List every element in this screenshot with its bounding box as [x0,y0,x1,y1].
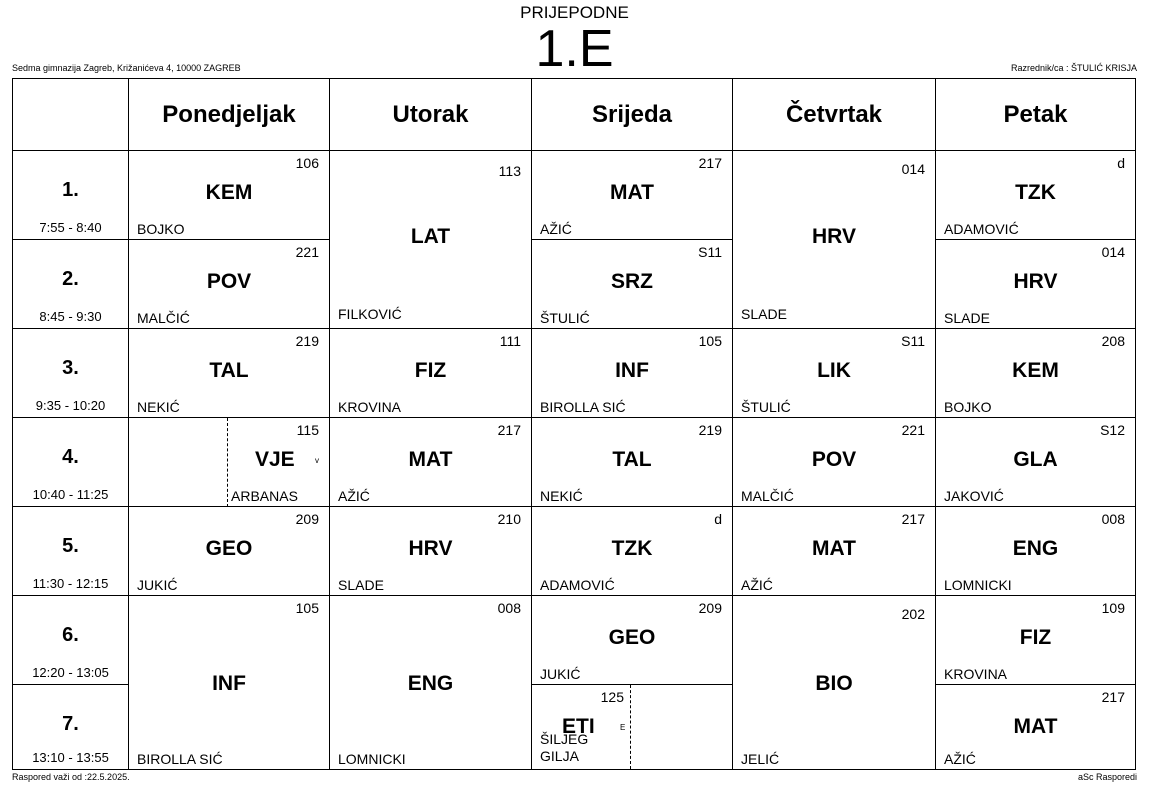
room-label: 219 [295,333,319,349]
lesson-cell [128,151,329,240]
period-time: 10:40 - 11:25 [32,487,109,502]
room-label: 210 [497,511,521,527]
teacher-label: AŽIĆ [540,221,572,237]
subject-label: INF [212,672,246,695]
subject-label: KEM [1012,359,1059,382]
subject-label: GEO [608,626,656,649]
valid-from-note: Raspored važi od :22.5.2025. [12,772,130,782]
lesson-cell-split [531,685,732,769]
day-header-wednesday: Srijeda [531,79,732,151]
lesson-cell [935,151,1135,240]
lesson-cell [732,507,935,596]
teacher-label: BIROLLA SIĆ [540,399,626,415]
lesson-cell [732,418,935,507]
lesson-cell [531,240,732,329]
period-4 [13,418,128,507]
subject-label: GEO [205,537,253,560]
room-label: 202 [901,606,925,622]
period-number: 4. [62,446,79,468]
room-label: S11 [698,244,722,260]
room-label: 209 [698,600,722,616]
lesson-cell [329,329,531,418]
room-label: S12 [1100,422,1125,438]
subject-label: INF [615,359,649,382]
period-number: 5. [62,535,79,557]
teacher-label: NEKIĆ [540,488,583,504]
subject-label: HRV [1013,270,1058,293]
lesson-cell-split [128,418,329,507]
subject-label: POV [811,448,857,471]
subject-label: ENG [407,672,454,695]
teacher-label: GILJA [540,748,579,764]
lesson-cell-double [128,596,329,769]
subject-label: TZK [611,537,653,560]
room-label: 113 [498,163,521,179]
period-number: 7. [62,713,79,735]
room-label: S11 [901,333,925,349]
room-label: 221 [295,244,319,260]
teacher-label: AŽIĆ [944,751,976,767]
teacher-label: SLADE [944,310,990,326]
class-title: 1.E [535,20,614,78]
period-number: 2. [62,268,79,290]
teacher-label: KROVINA [944,666,1008,682]
period-1 [13,151,128,240]
period-7 [13,685,128,769]
room-label: 014 [901,161,925,177]
teacher-label: JAKOVIĆ [944,488,1004,504]
teacher-label: NEKIĆ [137,399,180,415]
subject-label: MAT [408,448,453,471]
lesson-cell-double [329,151,531,329]
day-header-thursday: Četvrtak [732,79,935,151]
room-label: 221 [901,422,925,438]
lesson-cell [531,329,732,418]
subject-label: MAT [610,181,654,204]
room-label: 111 [499,333,521,349]
teacher-label: AŽIĆ [338,488,370,504]
teacher-label: JUKIĆ [540,666,581,682]
group-mark: E [620,723,626,732]
period-2 [13,240,128,329]
lesson-cell [329,418,531,507]
group-divider [630,685,631,769]
lesson-cell-double [329,596,531,769]
teacher-label: AŽIĆ [741,577,773,593]
subject-label: ETI [562,715,595,738]
period-time: 8:45 - 9:30 [39,309,102,324]
subject-label: FIZ [414,359,447,382]
period-number: 3. [62,357,79,379]
period-time: 7:55 - 8:40 [39,220,102,235]
subject-label: FIZ [1019,626,1052,649]
room-label: d [714,511,722,527]
teacher-label: JUKIĆ [137,577,178,593]
day-header-tuesday: Utorak [329,79,531,151]
group-mark: v [315,456,319,465]
subject-label: LIK [817,359,851,382]
room-label: 209 [295,511,319,527]
room-label: 106 [295,155,319,171]
room-label: 217 [698,155,722,171]
subject-label: SRZ [611,270,653,293]
period-time: 11:30 - 12:15 [32,576,109,591]
lesson-cell [531,507,732,596]
day-header-monday: Ponedjeljak [128,79,329,151]
day-header-friday: Petak [935,79,1135,151]
teacher-label: BOJKO [944,399,992,415]
teacher-label: BOJKO [137,221,185,237]
lesson-cell [935,596,1135,685]
lesson-cell [935,685,1135,769]
period-number: 6. [62,624,79,646]
subject-label: MAT [812,537,856,560]
teacher-label: KROVINA [338,399,402,415]
lesson-cell [935,507,1135,596]
teacher-label: ŠILJEG [540,731,589,747]
room-label: 109 [1101,600,1125,616]
lesson-cell [531,151,732,240]
subject-label: TAL [209,359,249,382]
lesson-cell [531,418,732,507]
period-5 [13,507,128,596]
subject-label: LAT [410,225,451,248]
room-label: 208 [1101,333,1125,349]
room-label: 219 [698,422,722,438]
teacher-label: ADAMOVIĆ [540,577,615,593]
teacher-label: SLADE [741,306,787,322]
lesson-cell [329,507,531,596]
lesson-cell [128,240,329,329]
shift-label: PRIJEPODNE [520,3,629,22]
lesson-cell-double [732,596,935,769]
teacher-label: ADAMOVIĆ [944,221,1019,237]
room-label: 217 [497,422,521,438]
subject-label: ENG [1012,537,1059,560]
subject-label: TAL [612,448,652,471]
class-teacher: Razrednik/ca : ŠTULIĆ KRISJA [1010,63,1137,73]
teacher-label: MALČIĆ [137,310,190,326]
school-address: Sedma gimnazija Zagreb, Križanićeva 4, 10000 ZAGREB [12,63,241,73]
teacher-label: BIROLLA SIĆ [137,751,223,767]
room-label: 105 [295,600,319,616]
software-credit: aSc Rasporedi [1077,772,1137,782]
teacher-label: LOMNICKI [944,577,1012,593]
teacher-label: LOMNICKI [338,751,406,767]
room-label: 014 [1101,244,1125,260]
period-time: 9:35 - 10:20 [35,398,106,413]
room-label: 217 [901,511,925,527]
lesson-cell [935,240,1135,329]
teacher-label: ŠTULIĆ [741,399,791,415]
teacher-label: SLADE [338,577,384,593]
subject-label: TZK [1015,181,1056,204]
teacher-label: JELIĆ [741,751,780,767]
group-divider [227,418,228,507]
lesson-cell [531,596,732,685]
period-6 [13,596,128,685]
lesson-cell [935,418,1135,507]
lesson-cell-double [732,151,935,329]
subject-label: GLA [1013,448,1058,471]
subject-label: VJE [255,448,295,471]
lesson-cell [935,329,1135,418]
room-label: 105 [698,333,722,349]
subject-label: MAT [1013,715,1058,738]
lesson-cell [128,507,329,596]
teacher-label: MALČIĆ [741,488,794,504]
teacher-label: ŠTULIĆ [540,310,590,326]
subject-label: BIO [815,672,853,695]
subject-label: HRV [812,225,856,248]
teacher-label: FILKOVIĆ [338,306,402,322]
room-label: 008 [1101,511,1125,527]
teacher-label: ARBANAS [231,488,298,504]
room-label: 008 [497,600,521,616]
room-label: 217 [1101,689,1125,705]
period-time: 12:20 - 13:05 [32,665,109,680]
subject-label: KEM [205,181,253,204]
corner-cell [13,79,128,151]
room-label: d [1117,155,1125,171]
period-3 [13,329,128,418]
room-label: 125 [600,689,624,705]
subject-label: HRV [408,537,453,560]
timetable-grid [12,78,1136,770]
period-number: 1. [62,179,79,201]
room-label: 115 [296,422,319,438]
period-time: 13:10 - 13:55 [32,750,109,765]
lesson-cell [128,329,329,418]
lesson-cell [732,329,935,418]
subject-label: POV [206,270,252,293]
